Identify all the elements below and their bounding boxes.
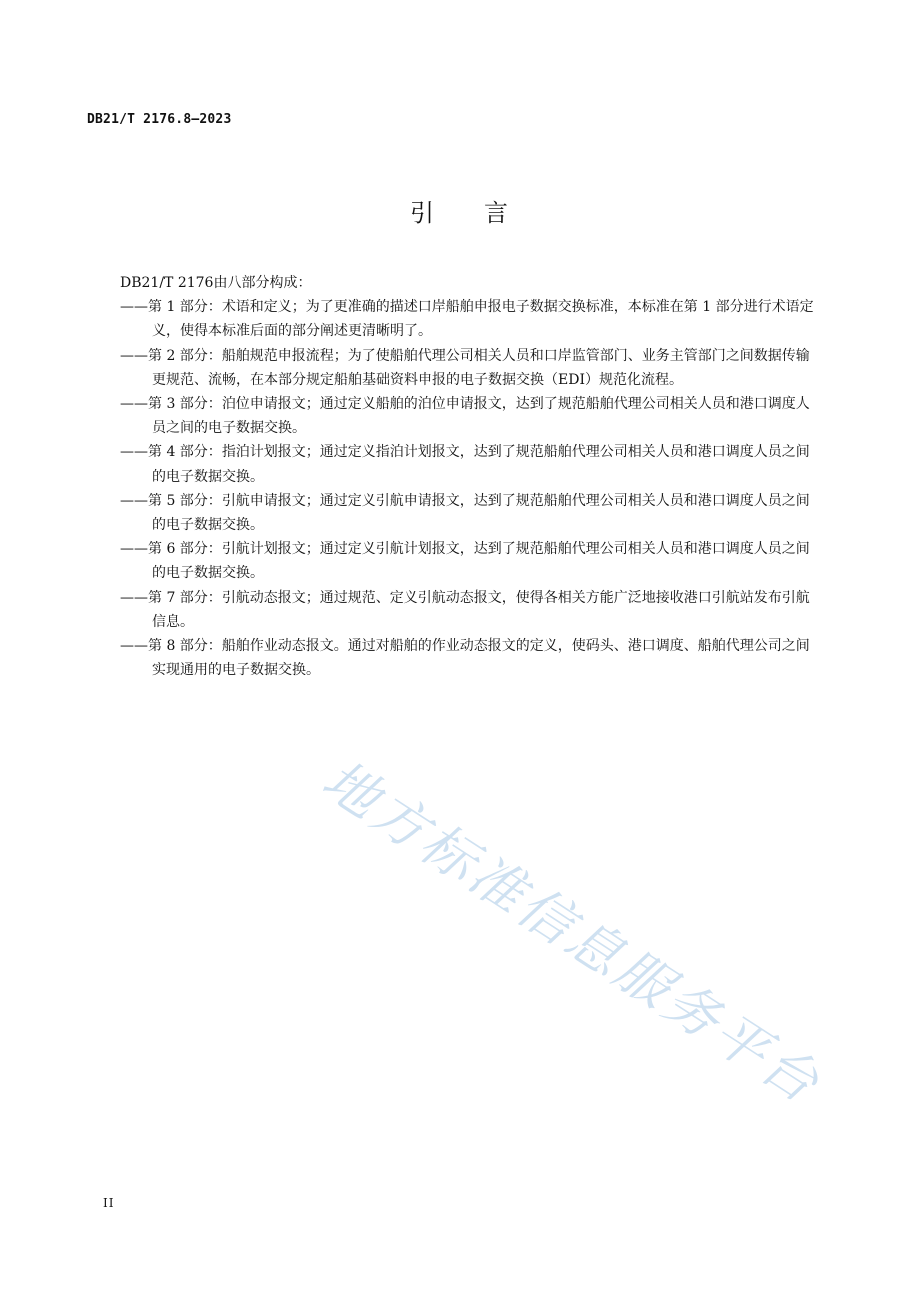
part-item-2 — [120, 344, 814, 392]
part-item-6 — [120, 537, 814, 585]
part-label: ——第 3 部分： — [120, 396, 222, 413]
part-item-4 — [120, 440, 814, 488]
part-label: ——第 7 部分： — [120, 589, 222, 606]
part-text: 船舶规范申报流程；为了使船舶代理公司相关人员和口岸监管部门、业务主管部门之间数据传输更规范、流畅，在本部分规定船舶基础资料申报的电子数据交换（EDI）规范化流程。 — [152, 347, 810, 388]
part-item-1 — [120, 295, 814, 343]
part-text: 引航申请报文；通过定义引航申请报文，达到了规范船舶代理公司相关人员和港口调度人员之间的电子数据交换。 — [152, 492, 810, 534]
intro-sentence: DB21/T 2176由八部分构成： — [120, 275, 312, 291]
part-label: ——第 5 部分： — [120, 492, 222, 509]
watermark-text: 地方标准信息服务平台 — [311, 747, 833, 1117]
part-text: 船舶作业动态报文。通过对船舶的作业动态报文的定义，使码头、港口调度、船舶代理公司之间实现通用的电子数据交换。 — [152, 638, 810, 679]
part-item-3 — [120, 392, 814, 440]
part-item-7 — [120, 586, 814, 634]
introduction-body — [120, 271, 814, 682]
part-label: ——第 6 部分： — [120, 541, 222, 558]
part-label: ——第 8 部分： — [120, 638, 222, 655]
part-text: 引航动态报文；通过规范、定义引航动态报文，使得各相关方能广泛地接收港口引航站发布引航信息。 — [152, 589, 810, 630]
part-text: 指泊计划报文；通过定义指泊计划报文，达到了规范船舶代理公司相关人员和港口调度人员之间的电子数据交换。 — [152, 444, 810, 485]
part-label: ——第 4 部分： — [120, 444, 222, 461]
part-label: ——第 1 部分： — [120, 299, 222, 316]
page-title — [0, 193, 920, 228]
part-text: 引航计划报文；通过定义引航计划报文，达到了规范船舶代理公司相关人员和港口调度人员之间的电子数据交换。 — [152, 541, 810, 582]
page-number: II — [103, 1196, 115, 1210]
part-item-8 — [120, 634, 814, 682]
part-label: ——第 2 部分： — [120, 347, 222, 364]
part-item-5 — [120, 489, 814, 537]
title-char-2: 言 — [484, 199, 510, 227]
part-text: 泊位申请报文；通过定义船舶的泊位申请报文，达到了规范船舶代理公司相关人员和港口调度人员之间的电子数据交换。 — [152, 396, 810, 437]
part-text: 术语和定义；为了更准确的描述口岸船舶申报电子数据交换标准，本标准在第 1 部分进行术语定义，使得本标准后面的部分阐述更清晰明了。 — [152, 299, 814, 340]
document-code: DB21/T 2176.8—2023 — [87, 112, 232, 127]
title-char-1: 引 — [410, 199, 436, 227]
